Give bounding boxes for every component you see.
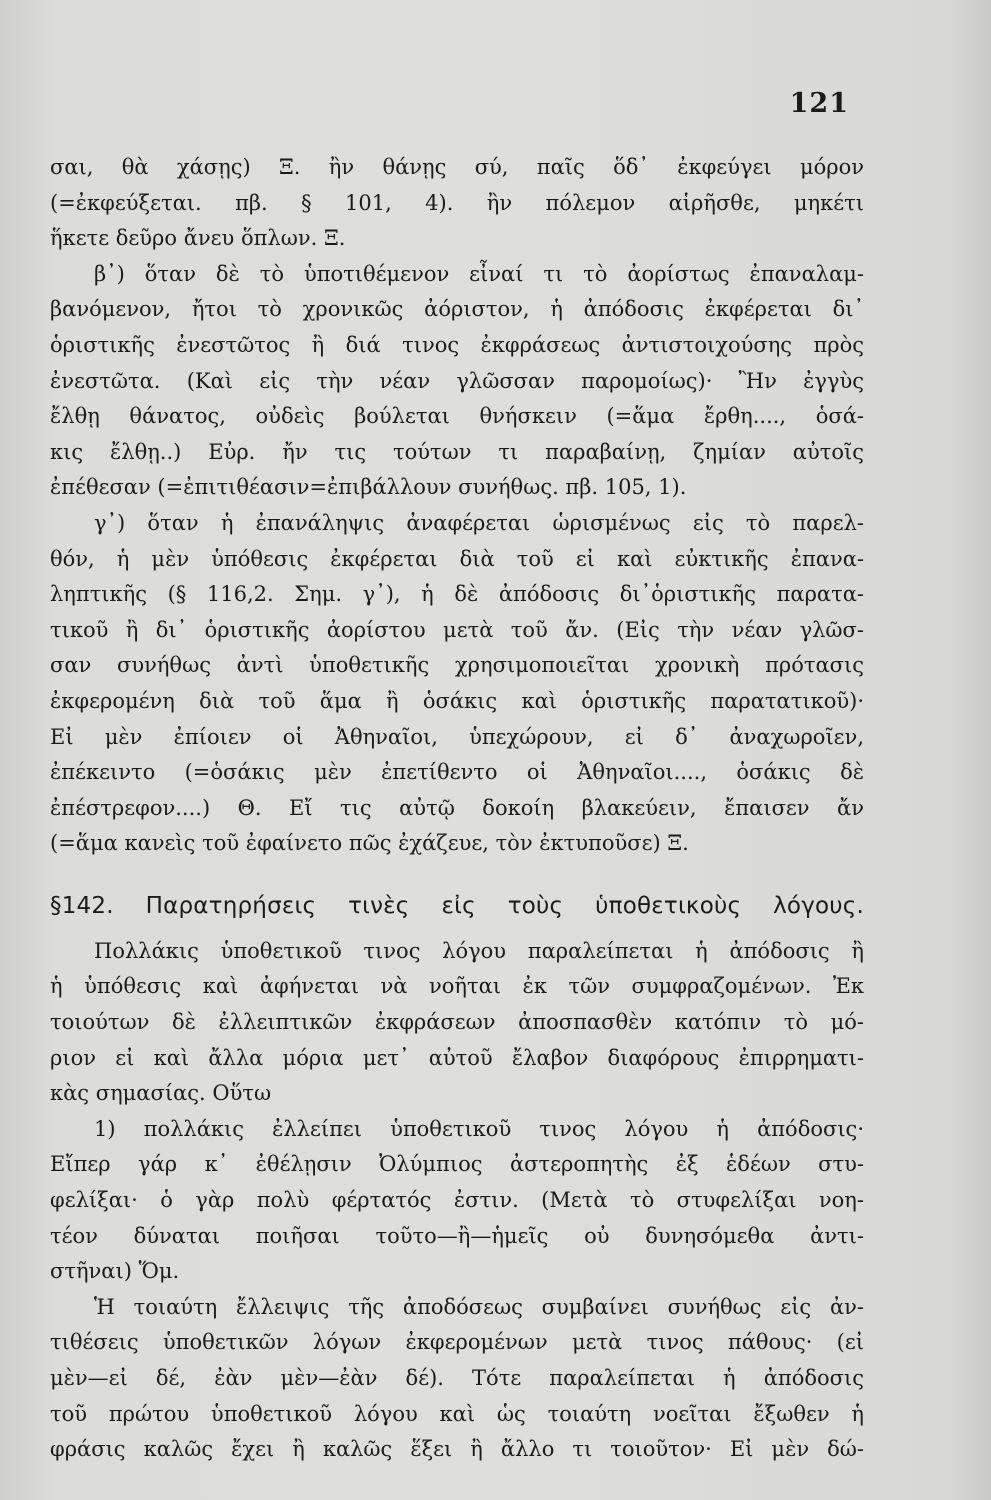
text-line: (=ἅμα κανεὶς τοῦ ἐφαίνετο πῶς ἐχάζευε, τὸν ἐκτυποῦσε) Ξ.: [50, 831, 689, 856]
paragraph-omissions: [50, 934, 864, 1112]
text-line: μὲν—εἰ δέ, ἐὰν μὲν—ἐὰν δέ). Τότε παραλείπεται ἡ ἀπόδοσις: [50, 1366, 864, 1390]
text-line: τιθέσεις ὑποθετικῶν λόγων ἐκφερομένων μετὰ τινος πάθους· (εἰ: [50, 1330, 864, 1355]
text-line: (=ἐκφεύξεται. πβ. § 101, 4). ἢν πόλεμον αἱρῆσθε, μηκέτι: [50, 190, 864, 215]
paragraph-gamma: [50, 506, 864, 862]
text-line: ἐπέθεσαν (=ἐπιτιθέασιν=ἐπιβάλλουν συνήθως. πβ. 105, 1).: [50, 475, 687, 500]
paragraph-ellipsis: [50, 1290, 864, 1468]
text-line: 1) πολλάκις ἐλλείπει ὑποθετικοῦ τινος λόγου ἡ ἀπόδοσις·: [94, 1116, 864, 1141]
text-line: τικοῦ ἢ δι᾽ ὁριστικῆς ἀορίστου μετὰ τοῦ ἄν. (Εἰς τὴν νέαν γλῶσ-: [50, 617, 864, 642]
section-heading: §142. Παρατηρήσεις τινὲς εἰς τοὺς ὑποθετικοὺς λόγους.: [50, 892, 864, 919]
paragraph-beta: [50, 257, 864, 506]
text-line: τοῦ πρώτου ὑποθετικοῦ λόγου καὶ ὡς τοιαύτη νοεῖται ἔξωθεν ἡ: [50, 1401, 864, 1426]
text-line: Ἡ τοιαύτη ἔλλειψις τῆς ἀποδόσεως συμβαίνει συνήθως εἰς ἀν-: [94, 1294, 864, 1319]
text-line: γ᾽) ὅταν ἡ ἐπανάληψις ἀναφέρεται ὡρισμένως εἰς τὸ παρελ-: [94, 510, 864, 535]
text-line: ληπτικῆς (§ 116,2. Σημ. γ᾽), ἡ δὲ ἀπόδοσις δι᾽ὁριστικῆς παρατα-: [50, 582, 864, 607]
text-line: στῆναι) Ὅμ.: [50, 1259, 180, 1284]
text-line: τέον δύναται ποιῆσαι τοῦτο—ἢ—ἡμεῖς οὐ δυνησόμεθα ἀντι-: [50, 1223, 864, 1248]
text-line: ὁριστικῆς ἐνεστῶτος ἢ διά τινος ἐκφράσεως ἀντιστοιχούσης πρὸς: [50, 332, 864, 357]
page-number: 121: [789, 88, 849, 119]
text-line: Πολλάκις ὑποθετικοῦ τινος λόγου παραλείπεται ἡ ἀπόδοσις ἢ: [94, 938, 864, 963]
text-line: ἐκφερομένη διὰ τοῦ ἅμα ἢ ὁσάκις καὶ ὁριστικῆς παρατατικοῦ)·: [50, 688, 864, 713]
text-line: ἔλθῃ θάνατος, οὐδεὶς βούλεται θνήσκειν (=ἅμα ἔρθη...., ὁσά-: [50, 404, 864, 429]
page-text: [50, 150, 864, 1468]
paragraph-conditional-examples: [50, 150, 864, 257]
text-line: τοιούτων δὲ ἐλλειπτικῶν ἐκφράσεων ἀποσπασθὲν κατόπιν τὸ μό-: [50, 1010, 864, 1035]
text-line: ἐνεστῶτα. (Καὶ εἰς τὴν νέαν γλῶσσαν παρομοίως)· Ἢν ἐγγὺς: [50, 368, 864, 393]
text-line: Εἰ μὲν ἐπίοιεν οἱ Ἀθηναῖοι, ὑπεχώρουν, εἰ δ᾽ ἀναχωροῖεν,: [50, 724, 864, 749]
text-line: ἥκετε δεῦρο ἄνευ ὅπλων. Ξ.: [50, 226, 346, 251]
text-line: κις ἔλθῃ..) Εὐρ. ἤν τις τούτων τι παραβαίνῃ, ζημίαν αὐτοῖς: [50, 439, 864, 464]
text-line: βανόμενον, ἤτοι τὸ χρονικῶς ἀόριστον, ἡ ἀπόδοσις ἐκφέρεται δι᾽: [50, 297, 864, 322]
text-line: Εἴπερ γάρ κ᾽ ἐθέλῃσιν Ὀλύμπιος ἀστεροπητὴς ἐξ ἑδέων στυ-: [50, 1152, 864, 1177]
text-line: ἐπέστρεφον....) Θ. Εἴ τις αὐτῷ δοκοίη βλακεύειν, ἔπαισεν ἄν: [50, 795, 864, 820]
text-line: κὰς σημασίας. Οὕτω: [50, 1081, 272, 1106]
text-line: φράσις καλῶς ἔχει ἢ καλῶς ἕξει ἢ ἄλλο τι τοιοῦτον· Εἰ μὲν δώ-: [50, 1437, 864, 1462]
text-line: θόν, ἡ μὲν ὑπόθεσις ἐκφέρεται διὰ τοῦ εἰ καὶ εὐκτικῆς ἐπανα-: [50, 546, 864, 571]
text-line: σαν συνήθως ἀντὶ ὑποθετικῆς χρησιμοποιεῖται χρονικὴ πρότασις: [50, 653, 864, 678]
text-line: ἐπέκειντο (=ὁσάκις μὲν ἐπετίθεντο οἱ Ἀθηναῖοι...., ὁσάκις δὲ: [50, 760, 864, 785]
text-line: σαι, θὰ χάσῃς) Ξ. ἢν θάνῃς σύ, παῖς ὅδ᾽ ἐκφεύγει μόρον: [50, 155, 864, 179]
text-line: φελίξαι· ὁ γὰρ πολὺ φέρτατός ἐστιν. (Μετὰ τὸ στυφελίξαι νοη-: [50, 1188, 864, 1213]
paragraph-point-1: [50, 1112, 864, 1290]
text-line: β᾽) ὅταν δὲ τὸ ὑποτιθέμενον εἶναί τι τὸ ἀορίστως ἐπαναλαμ-: [94, 261, 864, 286]
text-line: ἡ ὑπόθεσις καὶ ἀφήνεται νὰ νοῆται ἐκ τῶν συμφραζομένων. Ἐκ: [50, 974, 864, 999]
text-line: ριον εἰ καὶ ἄλλα μόρια μετ᾽ αὐτοῦ ἔλαβον διαφόρους ἐπιρρηματι-: [50, 1045, 864, 1070]
